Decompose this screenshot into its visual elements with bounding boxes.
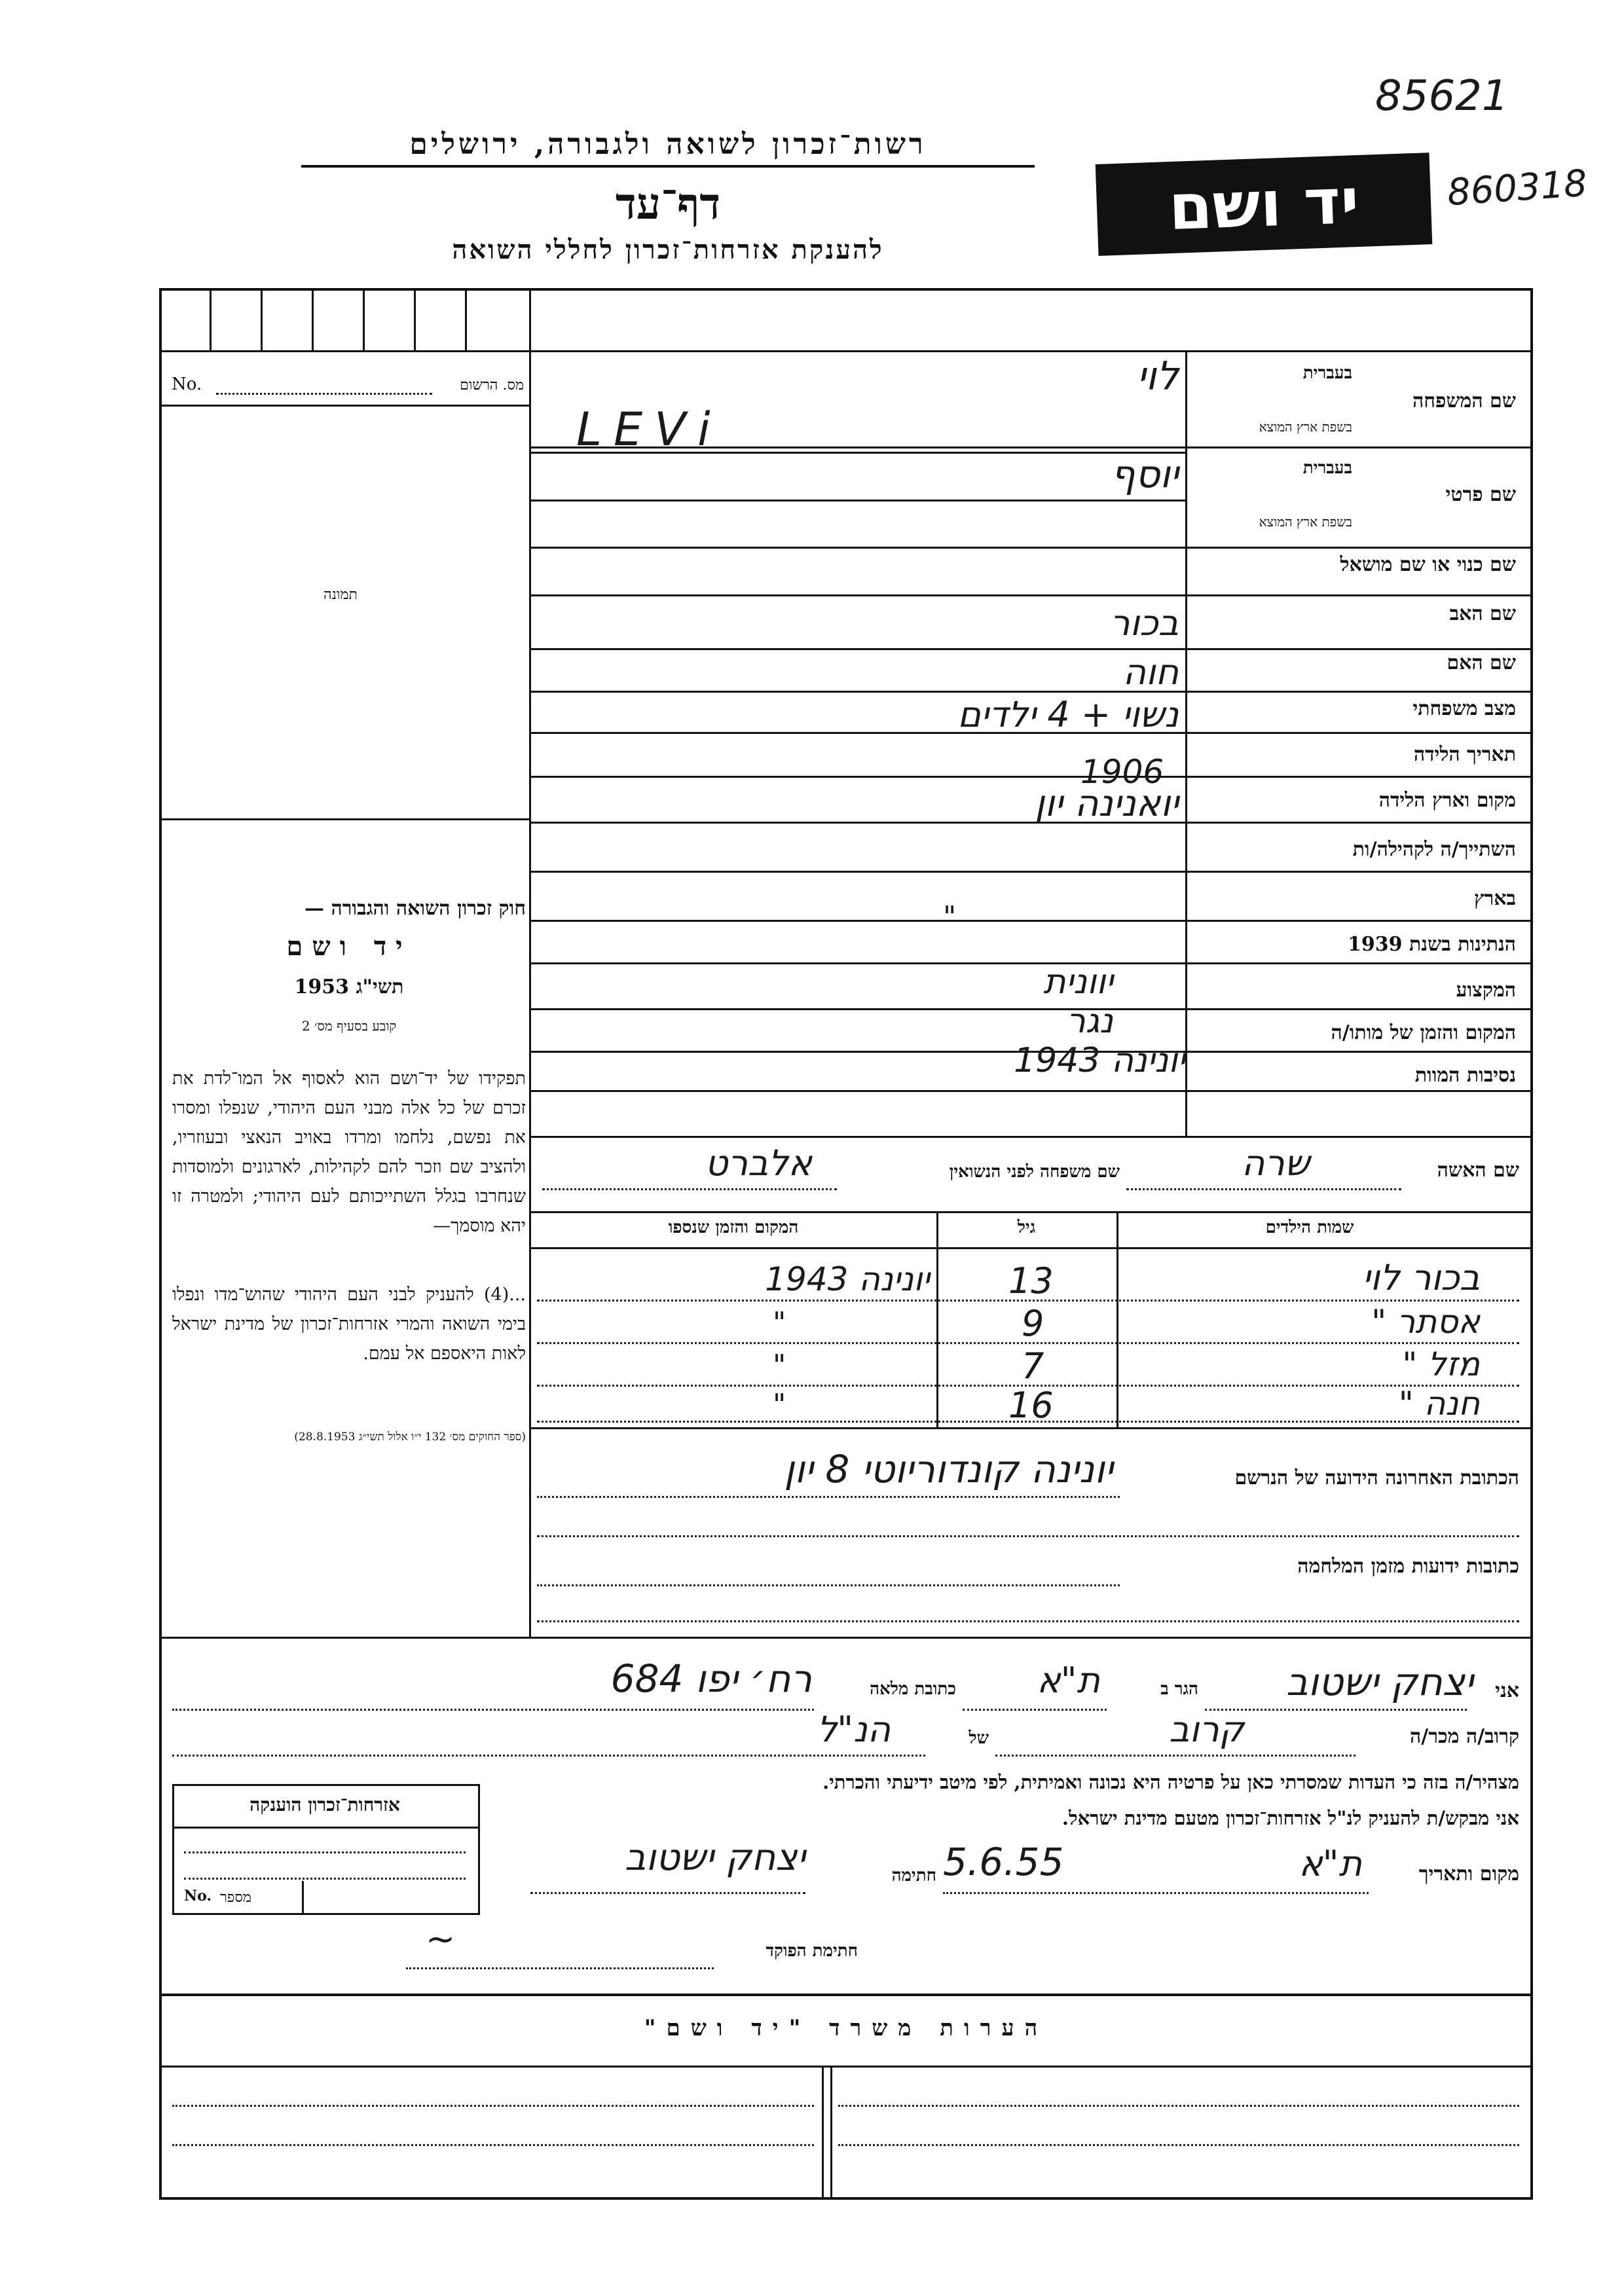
declaration-text-2: אני מבקש/ת להעניק לנ"ל אזרחות־זכרון מטעם מדינת ישראל. [1061, 1807, 1519, 1829]
law-text-1: תפקידו של יד־ושם הוא לאסוף אל המו־לדת את זכרם של כל אלה מבני העם היהודי, שנפלו ומסרו את נפשם, נלחמו ומרדו באויב הנאצי ובעוזריו, ולהציב שם וזכר להם לקהילות, לארגונים ולמוסדות שנחרבו בגלל השתייכותם לעם היהודי; ולמטרה זו יהא מוסמך— [172, 1068, 526, 1236]
photo-top-line [159, 405, 529, 407]
org-underline [301, 165, 1035, 168]
notes-line [838, 2144, 1519, 2146]
label-column-divider [1185, 350, 1187, 1136]
logo-text: יד ושם [1167, 164, 1361, 245]
strip-cell [261, 288, 263, 350]
declarant-address-line [172, 1709, 814, 1711]
of-label: של [969, 1728, 989, 1748]
child-place: " [773, 1306, 786, 1339]
officer-signature-mark: ~ [426, 1918, 456, 1959]
firstname-origin-label: בשפת ארץ המוצא [1259, 514, 1352, 530]
wartime-address-label: כתובות ידועות מזמן המלחמה [1297, 1555, 1519, 1578]
mother-value: חוה [1122, 651, 1179, 693]
pob-value: יואנינה יון [1034, 782, 1179, 825]
strip-cell [363, 288, 365, 350]
maiden-label: שם משפחה לפני הנשואין [949, 1162, 1120, 1182]
date-value: 5.6.55 [943, 1840, 1064, 1884]
last-address-label: הכתובת האחרונה הידועה של הנרשם [1234, 1467, 1519, 1489]
children-col-line [1116, 1211, 1118, 1427]
firstname-label: שם פרטי [1445, 483, 1516, 506]
last-address-line [537, 1496, 1120, 1498]
child-age: 16 [1008, 1385, 1054, 1426]
country-label: בארץ [1473, 887, 1516, 910]
row-line [529, 1136, 1533, 1138]
address-top-line [529, 1427, 1533, 1429]
stamp-number-1: 85621 [1375, 72, 1509, 120]
community-label: השתייך/ה לקהילה/ות [1352, 838, 1516, 861]
law-title: חוק זכרון השואה והגבורה — [304, 897, 526, 920]
wife-line [1126, 1188, 1401, 1190]
declarant-resides-label: הגר ב [1160, 1679, 1198, 1699]
signature-value: יצחק ישטוב [624, 1836, 805, 1879]
photo-label: תמונה [323, 587, 358, 603]
declarant-top-line [159, 1637, 1533, 1639]
firstname-hebrew-label: בעברית [1302, 458, 1352, 478]
maiden-line [542, 1188, 837, 1190]
children-col-names: שמות הילדים [1265, 1218, 1354, 1237]
maiden-value: אלברט [705, 1142, 812, 1184]
form-title: דף־עד [615, 178, 721, 229]
child-place: " [773, 1349, 786, 1382]
notes-line [172, 2105, 814, 2107]
officer-signature-label: חתימת הפוקד [766, 1941, 858, 1961]
children-col-place: המקום והזמן שנספו [668, 1218, 799, 1237]
wife-value: שרה [1241, 1142, 1310, 1184]
children-col-line [936, 1211, 938, 1427]
surname-hebrew-value: לוי [1137, 354, 1179, 399]
signature-line [530, 1892, 805, 1894]
row-line [529, 648, 1533, 650]
notes-divider-2 [830, 2066, 832, 2200]
officer-signature-line [406, 1967, 714, 1969]
yad-vashem-logo [1096, 153, 1433, 256]
notes-top-line [159, 1994, 1533, 1996]
certificate-title-line [174, 1827, 478, 1829]
relation-line [995, 1755, 1356, 1757]
org-name: רשות־זכרון לשואה ולגבורה, ירושלים [409, 128, 927, 161]
declarant-name-line [1205, 1709, 1467, 1711]
children-table-top [529, 1211, 1533, 1213]
law-name: יד ושם [286, 931, 412, 962]
certificate-line [184, 1851, 466, 1853]
strip-cell [210, 288, 212, 350]
child-age: 13 [1008, 1260, 1054, 1302]
death-place-value: יונינה 1943 [1014, 1041, 1185, 1080]
child-name: אסתר " [1371, 1303, 1480, 1341]
row-line [529, 1090, 1533, 1092]
certificate-title: אזרחות־זכרון הוענקה [249, 1794, 400, 1815]
certificate-box [172, 1784, 480, 1915]
citizenship-label: הנתינות בשנת 1939 [1347, 933, 1516, 956]
surname-origin-value: LEVi [576, 403, 722, 456]
row-line [529, 776, 1533, 778]
surname-label: שם המשפחה [1412, 390, 1516, 412]
child-name: בכור לוי [1362, 1257, 1480, 1298]
death-place-label: המקום והזמן של מותו/ה [1331, 1021, 1516, 1044]
marital-label: מצב משפחתי [1412, 697, 1516, 720]
father-value: בכור [1110, 602, 1179, 644]
reg-no-line [216, 393, 432, 395]
notes-line [838, 2105, 1519, 2107]
strip-cell [465, 288, 467, 350]
top-strip-line [159, 350, 1533, 352]
death-cause-label: נסיבות המוות [1414, 1064, 1516, 1087]
of-line [172, 1755, 925, 1757]
declarant-i-label: אני [1495, 1679, 1519, 1702]
certificate-number-divider [302, 1881, 304, 1913]
children-header-line [529, 1247, 1533, 1249]
child-age: 7 [1022, 1345, 1044, 1387]
wife-label: שם האשה [1437, 1159, 1519, 1182]
place-date-line [943, 1892, 1369, 1894]
row-line [529, 500, 1185, 501]
child-place: יונינה 1943 [765, 1260, 930, 1298]
declaration-text-1: מצהיר/ה בזה כי העדות שמסרתי כאן על פרטיה היא נכונה ואמיתית, לפי מיטב ידיעתי והכרתי. [822, 1771, 1519, 1793]
certificate-number-en: No. [184, 1887, 212, 1904]
reg-no-label: מס. הרשום [460, 377, 524, 393]
form-subtitle: להענקת אזרחות־זכרון לחללי השואה [452, 234, 884, 265]
notes-line [172, 2144, 814, 2146]
relation-label: קרוב/ה מכר/ה [1410, 1725, 1519, 1748]
notes-header-line [159, 2066, 1533, 2068]
row-line [529, 871, 1533, 873]
strip-cell [312, 288, 314, 350]
of-value: הנ"ל [817, 1709, 891, 1750]
relation-value: קרוב [1169, 1709, 1244, 1750]
dob-value: 1906 [1080, 753, 1164, 791]
certificate-line [184, 1878, 466, 1880]
law-source: (ספר החוקים מס׳ 132 י״ו אלול תשי״ג 28.8.1953) [294, 1430, 526, 1444]
declarant-resides: ת"א [1037, 1660, 1100, 1701]
child-place: " [773, 1388, 786, 1421]
country-value: " [943, 900, 957, 934]
photo-bottom-line [159, 818, 529, 820]
declarant-name: יצחק ישטוב [1286, 1660, 1473, 1704]
wartime-address-line-2 [537, 1620, 1519, 1622]
declarant-full-address: רח׳ יפו 684 [610, 1656, 812, 1701]
profession-label: המקצוע [1456, 979, 1516, 1002]
wartime-address-line [537, 1584, 1120, 1586]
row-line [529, 594, 1533, 596]
place-value: ת"א [1299, 1843, 1362, 1884]
children-col-age: גיל [1017, 1218, 1036, 1237]
reg-no-en: No. [172, 374, 202, 394]
address-line [537, 1535, 1519, 1537]
dob-label: תאריך הלידה [1413, 743, 1516, 766]
firstname-hebrew-value: יוסף [1111, 452, 1179, 496]
citizenship-value: יוונית [1043, 962, 1113, 1002]
surname-hebrew-label: בעברית [1302, 363, 1352, 383]
declarant-full-address-label: כתובת מלאה [870, 1679, 956, 1699]
notes-divider [822, 2066, 824, 2200]
place-date-label: מקום ותאריך [1418, 1863, 1519, 1886]
nickname-label: שם כנוי או שם מושאל [1340, 553, 1516, 576]
law-text-2: ...(4) להעניק לבני העם היהודי שהוש־מדו ונפלו בימי השואה והמרי אזרחות־זכרון של מדינת ישראל לאות היאספם אל עמם. [172, 1285, 526, 1364]
child-name: מזל " [1402, 1345, 1480, 1383]
child-name: חנה " [1398, 1385, 1480, 1423]
marital-value: נשוי + 4 ילדים [957, 694, 1179, 735]
pob-label: מקום וארץ הלידה [1378, 789, 1516, 812]
certificate-number-label: מספר [220, 1889, 251, 1906]
law-clause: קובע בסעיף מס׳ 2 [301, 1018, 397, 1034]
row-line [529, 547, 1533, 549]
profession-value: נגר [1066, 1002, 1113, 1041]
surname-origin-label: בשפת ארץ המוצא [1259, 419, 1352, 435]
strip-cell [414, 288, 416, 350]
law-year: תשי"ג 1953 [294, 975, 404, 998]
child-age: 9 [1022, 1303, 1044, 1344]
father-label: שם האב [1449, 602, 1516, 625]
row-line [529, 920, 1533, 922]
office-notes-title: הערות משרד "יד ושם" [644, 2015, 1048, 2041]
last-address-value: יונינה קונדוריוטי 8 יון [784, 1447, 1113, 1491]
mother-label: שם האם [1447, 651, 1516, 674]
stamp-number-2: 860318 [1445, 162, 1589, 215]
signature-label: חתימה [891, 1866, 936, 1886]
